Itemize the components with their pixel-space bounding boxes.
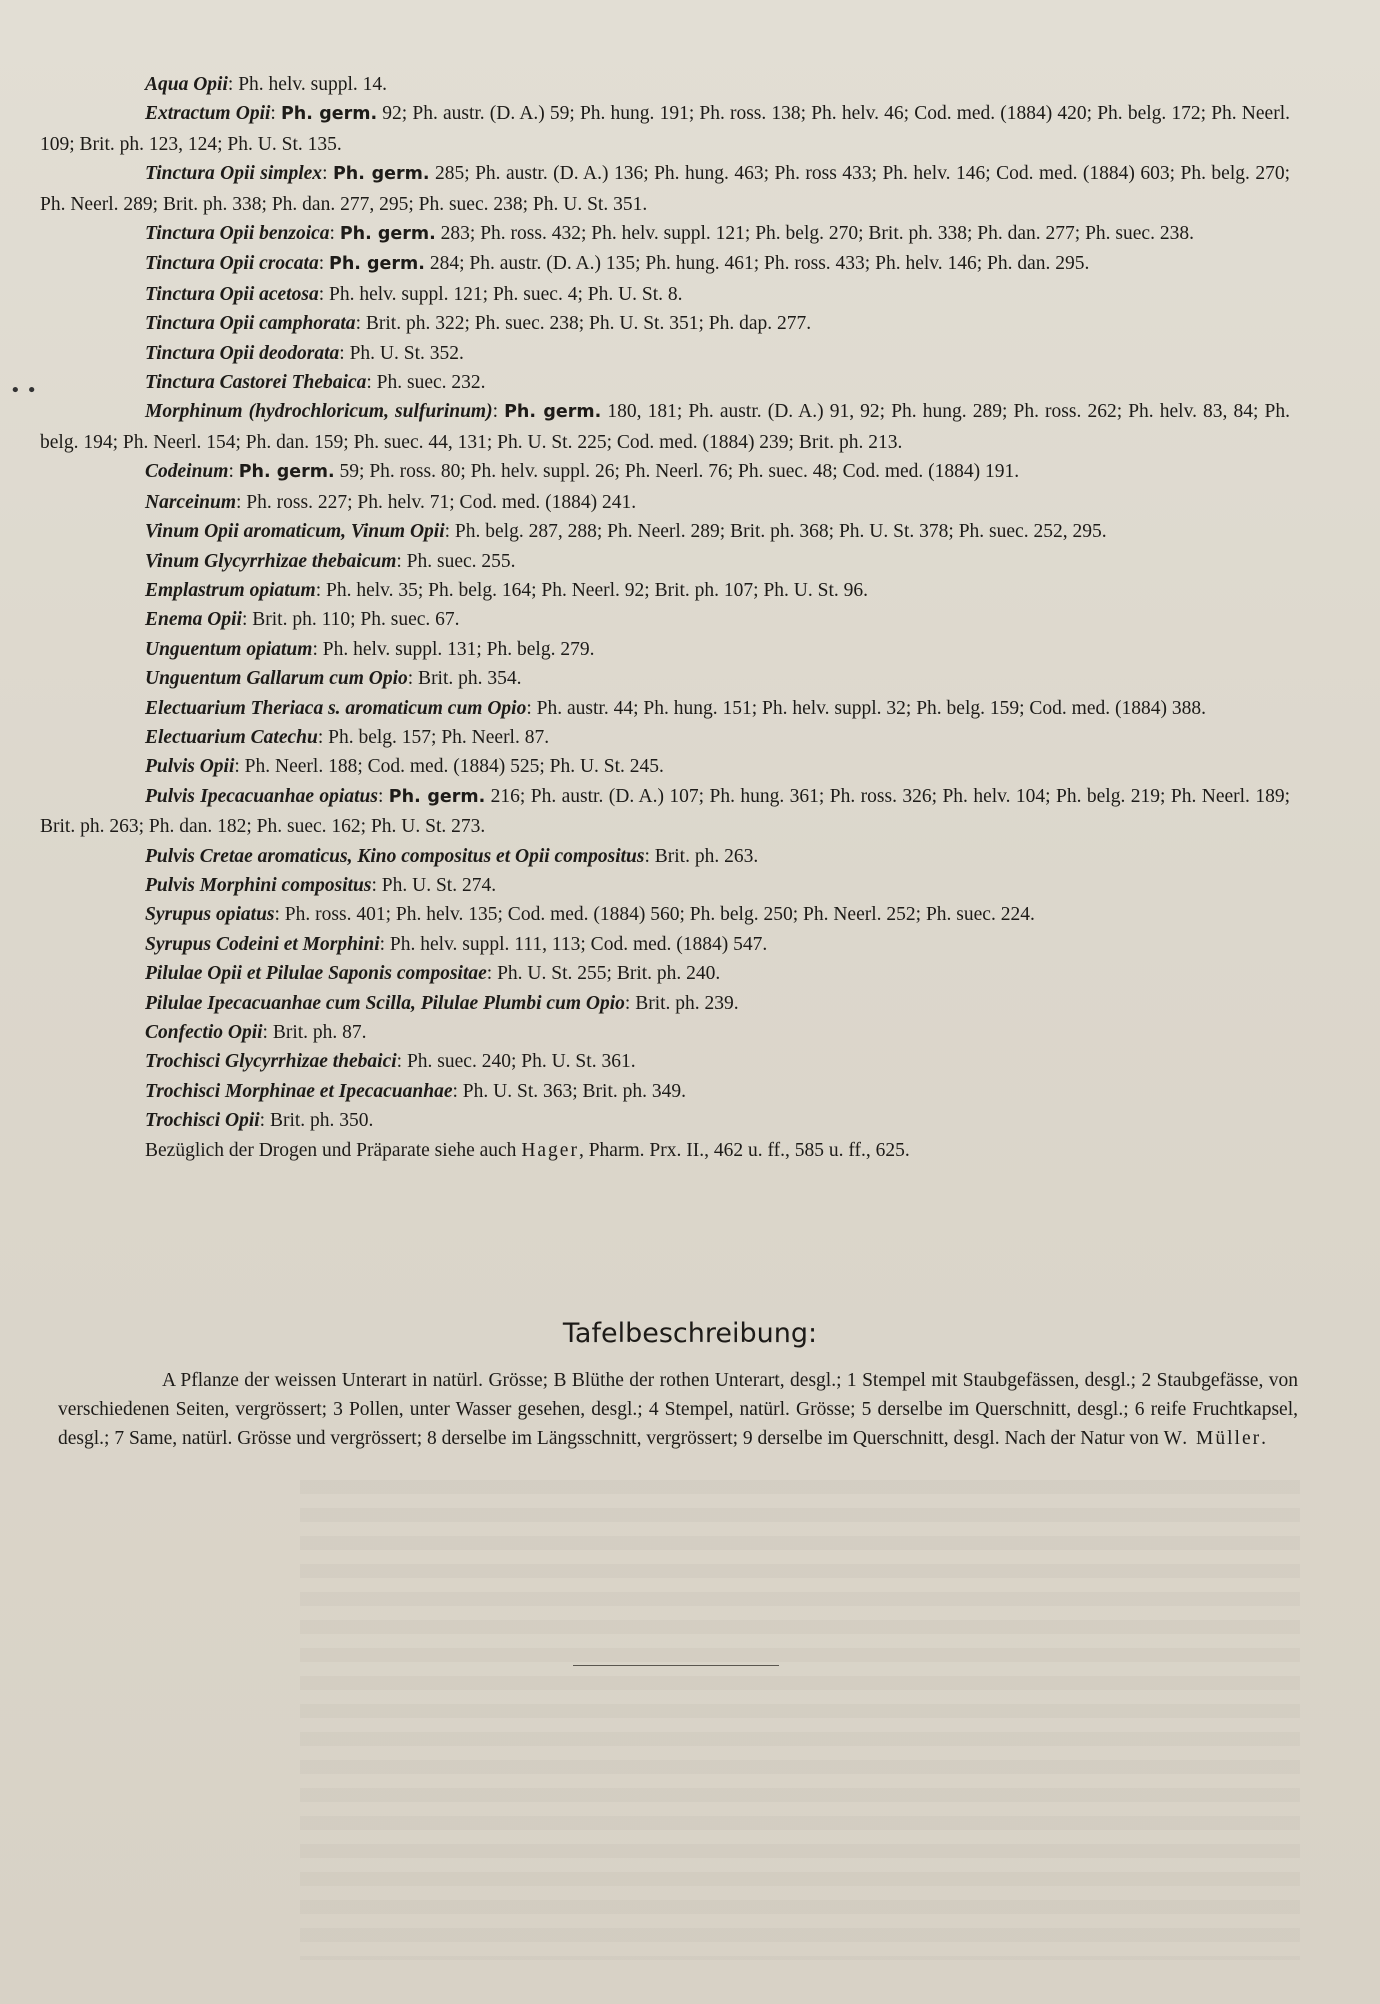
hager-note-author: Hager <box>521 1139 579 1161</box>
entry <box>40 842 1290 871</box>
entry-name: Pulvis Opii <box>145 756 235 778</box>
entry-name: Trochisci Opii <box>145 1110 260 1132</box>
entry <box>40 723 1290 752</box>
entry-refs: : Ph. belg. 157; Ph. Neerl. 87. <box>317 726 550 748</box>
entry <box>40 339 1290 368</box>
entry-name: Enema Opii <box>145 609 242 631</box>
entry-refs: : Ph. suec. 232. <box>366 372 486 394</box>
entry-name: Codeinum <box>145 461 229 483</box>
entry-refs: : Brit. ph. 354. <box>407 668 522 690</box>
entry-name: Emplastrum opiatum <box>145 579 316 601</box>
entry-name: Tinctura Opii camphorata <box>145 313 356 335</box>
entry-refs: 59; Ph. ross. 80; Ph. helv. suppl. 26; Ph. Neerl. 76; Ph. suec. 48; Cod. med. (1884) 191. <box>334 461 1020 483</box>
entry-refs: : Brit. ph. 350. <box>259 1110 374 1132</box>
closing-rule <box>573 1665 779 1666</box>
entry-refs: : Ph. U. St. 363; Brit. ph. 349. <box>452 1080 686 1102</box>
entry-refs: : Ph. austr. 44; Ph. hung. 151; Ph. helv. suppl. 32; Ph. belg. 159; Cod. med. (1884) 388. <box>526 697 1206 719</box>
entry-name: Aqua Opii <box>145 74 228 95</box>
entry <box>40 488 1290 517</box>
entry-name: Morphinum (hydrochloricum, sulfurinum) <box>145 401 493 423</box>
entry-name: Electuarium Catechu <box>145 726 318 748</box>
entry-refs: : Ph. suec. 240; Ph. U. St. 361. <box>396 1051 636 1073</box>
entry <box>40 635 1290 664</box>
entry-name: Trochisci Glycyrrhizae thebaici <box>145 1051 397 1073</box>
entry-refs: 216; Ph. austr. (D. A.) 107; Ph. hung. 361; Ph. ross. 326; Ph. helv. 104; Ph. belg. 219; Ph. Neerl. 189; Brit. ph. 263; Ph. dan. 182; Ph. suec. 162; Ph. U. St. 273. <box>40 785 1290 838</box>
entry <box>40 547 1290 576</box>
hager-note <box>40 1136 1290 1165</box>
margin-dots: • • <box>10 380 37 401</box>
entry-refs: : Ph. helv. suppl. 121; Ph. suec. 4; Ph. U. St. 8. <box>318 283 683 305</box>
entry <box>40 959 1290 988</box>
entry-refs: : Ph. U. St. 255; Brit. ph. 240. <box>486 963 721 985</box>
entry <box>40 694 1290 723</box>
entry-refs: : Ph. Neerl. 188; Cod. med. (1884) 525; Ph. U. St. 245. <box>234 756 664 778</box>
entry-refs: : Brit. ph. 322; Ph. suec. 238; Ph. U. St. 351; Ph. dap. 277. <box>355 313 812 335</box>
entry <box>40 782 1290 842</box>
entry-colon: : <box>270 103 281 125</box>
preparations-list <box>40 70 1290 1165</box>
entry-colon: : <box>318 253 329 275</box>
entry-name: Pulvis Ipecacuanhae opiatus <box>145 785 378 807</box>
entry-refs: : Brit. ph. 110; Ph. suec. 67. <box>241 609 460 631</box>
entry-colon: : <box>329 223 340 245</box>
entry-name: Pilulae Ipecacuanhae cum Scilla, Pilulae Plumbi cum Opio <box>145 992 625 1014</box>
entry-refs: : Ph. U. St. 352. <box>339 342 464 364</box>
entry-name: Syrupus opiatus <box>145 904 275 926</box>
entry <box>40 930 1290 959</box>
entry-name: Confectio Opii <box>145 1022 263 1043</box>
entry-refs: : Ph. belg. 287, 288; Ph. Neerl. 289; Brit. ph. 368; Ph. U. St. 378; Ph. suec. 252, 295. <box>444 521 1107 543</box>
entry-name: Tinctura Opii simplex <box>145 163 323 185</box>
entry-refs: : Ph. helv. suppl. 131; Ph. belg. 279. <box>312 638 595 660</box>
entry-name: Tinctura Opii acetosa <box>145 283 319 305</box>
entry <box>40 368 1290 397</box>
entry <box>40 605 1290 634</box>
entry-refs: : Ph. U. St. 274. <box>371 874 497 896</box>
entry-name: Narceinum <box>145 491 237 513</box>
entry <box>40 1018 1290 1047</box>
entry <box>40 280 1290 309</box>
entry-name: Syrupus Codeini et Morphini <box>145 933 380 955</box>
entry-name: Electuarium Theriaca s. aromaticum cum Opio <box>145 697 527 719</box>
entry-name: Pulvis Cretae aromaticus, Kino compositus et Opii compositus <box>145 845 645 867</box>
entry-refs: : Brit. ph. 87. <box>262 1022 367 1043</box>
entry-refs: : Ph. ross. 227; Ph. helv. 71; Cod. med. (1884) 241. <box>236 491 637 513</box>
plate-description <box>58 1366 1298 1453</box>
ph-germ-ref: Ph. germ. <box>238 462 335 483</box>
entry <box>40 871 1290 900</box>
entry <box>40 1077 1290 1106</box>
entry <box>40 752 1290 781</box>
entry-name: Pulvis Morphini compositus <box>145 874 372 896</box>
plate-description-end: . <box>1261 1428 1266 1449</box>
entry <box>40 1106 1290 1135</box>
entry-name: Trochisci Morphinae et Ipecacuanhae <box>145 1080 453 1102</box>
entry-name: Tinctura Opii crocata <box>145 253 319 275</box>
entry-colon: : <box>228 461 239 483</box>
ph-germ-ref: Ph. germ. <box>329 254 425 275</box>
entry-refs: 92; Ph. austr. (D. A.) 59; Ph. hung. 191; Ph. ross. 138; Ph. helv. 46; Cod. med. (1884) 420; Ph. belg. 172; Ph. Neerl. 109; Brit. ph. 123, 124; Ph. U. St. 135. <box>40 103 1290 155</box>
entry-name: Pilulae Opii et Pilulae Saponis compositae <box>145 963 487 985</box>
entry <box>40 309 1290 338</box>
entry <box>40 219 1290 249</box>
entry-name: Tinctura Castorei Thebaica <box>145 372 367 394</box>
entry <box>40 397 1290 457</box>
hager-note-after: , Pharm. Prx. II., 462 u. ff., 585 u. ff., 625. <box>578 1139 910 1161</box>
entry-colon: : <box>492 401 505 423</box>
plate-author: W. Müller <box>1163 1428 1262 1449</box>
entry-name: Tinctura Opii benzoica <box>145 223 330 245</box>
section-title: Tafelbeschreibung: <box>562 1318 818 1349</box>
entry-colon: : <box>322 163 333 185</box>
entry <box>40 159 1290 219</box>
entry <box>40 99 1290 159</box>
entry-name: Extractum Opii <box>145 103 271 125</box>
bleed-through-text <box>300 1480 1300 1960</box>
entry <box>40 989 1290 1018</box>
entry-refs: 180, 181; Ph. austr. (D. A.) 91, 92; Ph. hung. 289; Ph. ross. 262; Ph. helv. 83, 84; Ph. belg. 194; Ph. Neerl. 154; Ph. dan. 159; Ph. suec. 44, 131; Ph. U. St. 225; Cod. med. (1884) 239; Brit. ph. 213. <box>40 401 1290 453</box>
entry <box>40 900 1290 929</box>
entry-refs: 283; Ph. ross. 432; Ph. helv. suppl. 121; Ph. belg. 270; Brit. ph. 338; Ph. dan. 277; Ph. suec. 238. <box>435 223 1194 245</box>
entry-name: Unguentum opiatum <box>145 638 313 660</box>
entry <box>40 457 1290 487</box>
entry-name: Tinctura Opii deodorata <box>145 342 340 364</box>
entry-colon: : <box>377 785 389 807</box>
entry-refs: : Brit. ph. 263. <box>644 845 759 867</box>
entry-refs: : Ph. helv. suppl. 14. <box>227 74 387 95</box>
entry-name: Vinum Glycyrrhizae thebaicum <box>145 550 397 572</box>
entry-name: Unguentum Gallarum cum Opio <box>145 668 408 690</box>
entry <box>40 576 1290 605</box>
entry-refs: : Brit. ph. 239. <box>624 992 739 1014</box>
entry <box>40 517 1290 546</box>
entry-refs: 284; Ph. austr. (D. A.) 135; Ph. hung. 461; Ph. ross. 433; Ph. helv. 146; Ph. dan. 295. <box>424 253 1090 275</box>
entry-refs: : Ph. helv. 35; Ph. belg. 164; Ph. Neerl. 92; Brit. ph. 107; Ph. U. St. 96. <box>315 579 869 601</box>
entry-refs: : Ph. suec. 255. <box>396 550 516 572</box>
entry <box>40 1047 1290 1076</box>
entry-refs: : Ph. helv. suppl. 111, 113; Cod. med. (1884) 547. <box>379 933 768 955</box>
entry-name: Vinum Opii aromaticum, Vinum Opii <box>145 521 445 543</box>
entry-refs: : Ph. ross. 401; Ph. helv. 135; Cod. med. (1884) 560; Ph. belg. 250; Ph. Neerl. 252; Ph. suec. 224. <box>274 904 1035 926</box>
plate-description-text: A Pflanze der weissen Unterart in natürl. Grösse; B Blüthe der rothen Unterart, desgl.; 1 Stempel mit Staubgefässen, desgl.; 2 Staubgefässe, von verschiedenen Seiten, vergrössert; 3 Pollen, unter Wasser gesehen, desgl.; 4 Stempel, natürl. Grösse; 5 derselbe im Querschnitt, desgl.; 6 reife Fruchtkapsel, desgl.; 7 Same, natürl. Grösse und vergrössert; 8 derselbe im Längsschnitt, vergrössert; 9 derselbe im Querschnitt, desgl. Nach der Natur von <box>58 1370 1298 1449</box>
entry <box>40 70 1290 99</box>
ph-germ-ref: Ph. germ. <box>280 104 378 125</box>
ph-germ-ref: Ph. germ. <box>339 224 436 245</box>
entry <box>40 249 1290 279</box>
ph-germ-ref: Ph. germ. <box>332 164 430 185</box>
hager-note-before: Bezüglich der Drogen und Präparate siehe auch <box>145 1139 522 1161</box>
entry <box>40 664 1290 693</box>
ph-germ-ref: Ph. germ. <box>388 786 486 807</box>
ph-germ-ref: Ph. germ. <box>504 402 602 423</box>
entry-refs: 285; Ph. austr. (D. A.) 136; Ph. hung. 463; Ph. ross 433; Ph. helv. 146; Cod. med. (1884) 603; Ph. belg. 270; Ph. Neerl. 289; Brit. ph. 338; Ph. dan. 277, 295; Ph. suec. 238; Ph. U. St. 351. <box>40 163 1291 215</box>
